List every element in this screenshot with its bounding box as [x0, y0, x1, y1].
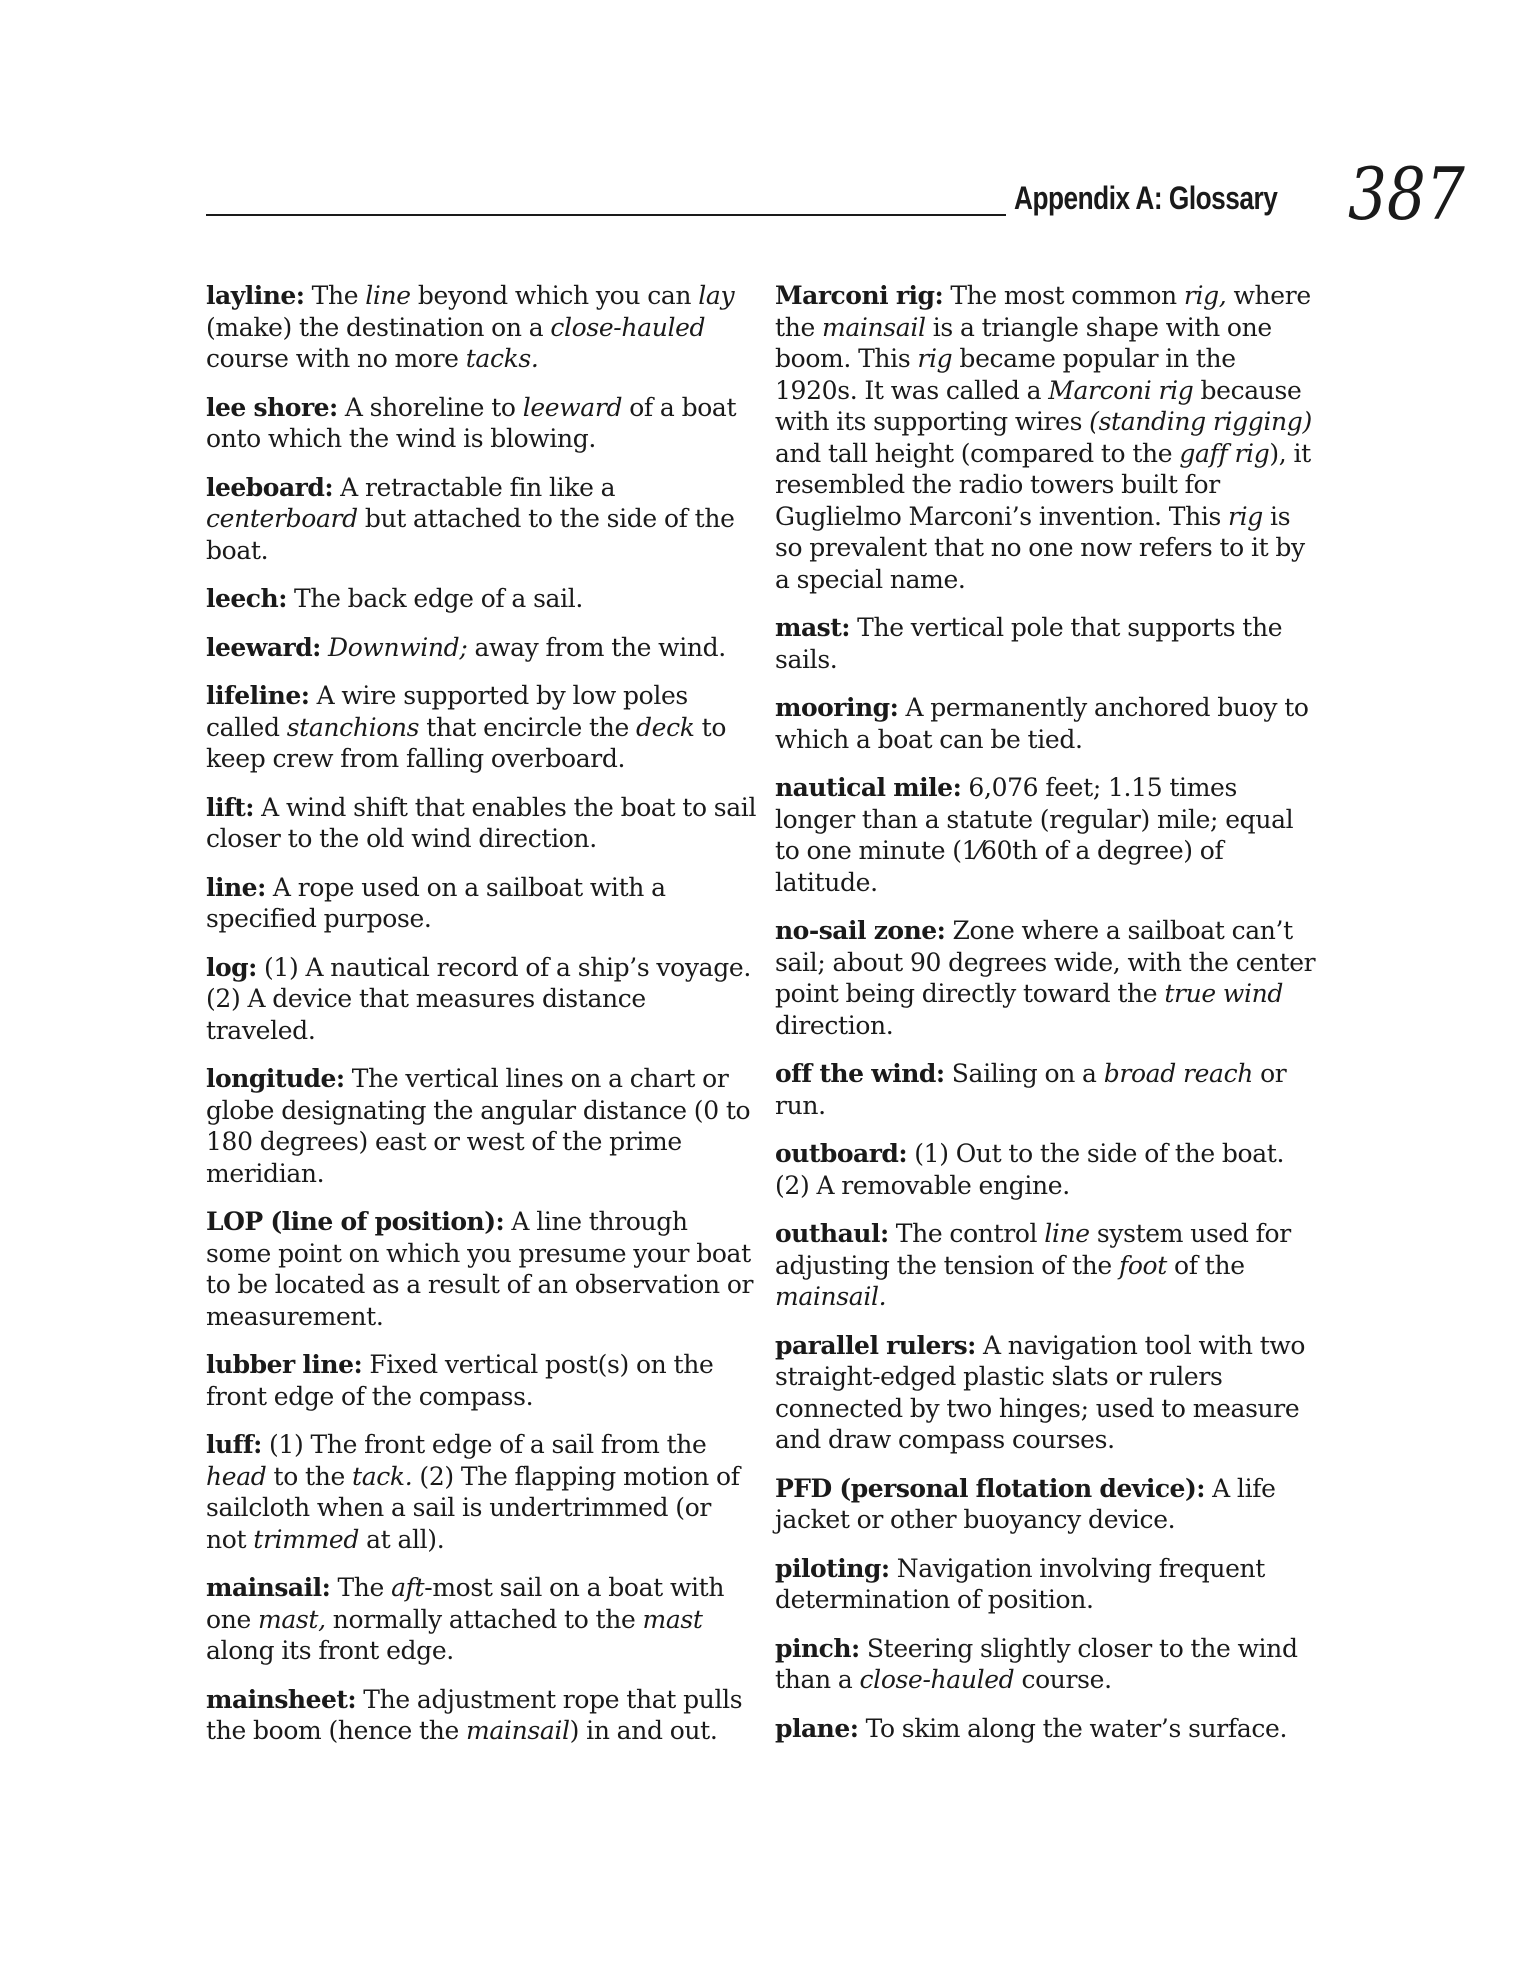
definition-text: (2) The flapping motion of sailcloth when a sail is undertrimmed (or not — [206, 1461, 740, 1554]
glossary-entry — [775, 612, 1320, 675]
definition-italic-text: line — [365, 281, 411, 310]
glossary-entry — [775, 1633, 1320, 1696]
running-header: Appendix A: Glossary — [1014, 180, 1278, 216]
definition-text: is a triangle shape with one boom. This — [775, 312, 1272, 373]
definition-text: to keep crew from falling overboard. — [206, 712, 727, 773]
definition-italic-text: tacks. — [465, 344, 539, 373]
definition-italic-text: centerboard — [206, 504, 358, 533]
definition-italic-text: gaff rig — [1179, 438, 1270, 468]
definition-text: (1) Out to the side of the boat. (2) A removable engine. — [775, 1139, 1285, 1200]
definition-text: (1) A nautical record of a ship’s voyage. (2) A device that measures distance traveled. — [206, 952, 751, 1045]
definition-text: became popular in the 1920s. It was called a — [775, 344, 1236, 405]
definition-text: at all). — [359, 1524, 445, 1554]
definition-italic-text: rig — [917, 344, 953, 373]
definition-text: A wind shift that enables the boat to sail closer to the old wind direction. — [206, 792, 757, 853]
definition-italic-text: true wind — [1164, 979, 1284, 1008]
glossary-term: plane: — [775, 1713, 859, 1743]
glossary-term: nautical mile: — [775, 773, 962, 802]
glossary-entry — [775, 1713, 1320, 1745]
glossary-entry — [775, 1058, 1320, 1121]
glossary-term: outboard: — [775, 1139, 908, 1168]
glossary-entry — [775, 1138, 1320, 1201]
glossary-term: lee shore: — [206, 392, 338, 422]
definition-text: -most sail on a boat with one — [206, 1573, 725, 1634]
definition-text: A rope used on a sailboat with a specified purpose. — [206, 872, 666, 933]
glossary-term: layline: — [206, 281, 305, 310]
glossary-term: mainsheet: — [206, 1684, 357, 1714]
glossary-term: Marconi rig: — [775, 281, 944, 310]
glossary-entry — [206, 472, 758, 567]
glossary-term: lubber line: — [206, 1350, 363, 1379]
definition-text: A retractable fin like a — [340, 472, 616, 502]
glossary-entry — [775, 915, 1320, 1041]
definition-italic-text: mast — [642, 1604, 703, 1634]
definition-text: is so prevalent that no one now refers to it by a special name. — [775, 501, 1305, 594]
definition-text: The vertical pole that supports the sails. — [775, 613, 1283, 674]
definition-text: A permanently anchored buoy to which a boat can be tied. — [775, 693, 1309, 754]
glossary-term: leech: — [206, 584, 287, 613]
glossary-term: line: — [206, 872, 266, 902]
definition-text: course. — [1014, 1665, 1112, 1694]
definition-text: along its front edge. — [206, 1636, 454, 1665]
definition-italic-text: leeward — [522, 392, 623, 422]
glossary-definition — [775, 281, 1312, 594]
glossary-entry — [775, 1330, 1320, 1456]
glossary-definition — [206, 873, 666, 934]
definition-text: To skim along the water’s surface. — [865, 1713, 1288, 1743]
definition-text: Navigation involving frequent determination of position. — [775, 1553, 1265, 1614]
definition-text: The most common — [950, 281, 1184, 310]
definition-italic-text: close-hauled — [859, 1665, 1015, 1694]
glossary-term: leeward: — [206, 632, 321, 662]
definition-text: of the — [1166, 1250, 1245, 1280]
glossary-entry — [775, 1553, 1320, 1616]
definition-text: ) in and out. — [569, 1716, 718, 1745]
definition-text: A wire supported by low poles called — [206, 681, 688, 742]
definition-text: Zone where a sailboat can’t sail; about 90 degrees wide, with the center point being directly toward the — [775, 916, 1316, 1008]
definition-text: A line through some point on which you presume your boat to be located as a result of an observation or measurement. — [206, 1207, 754, 1331]
definition-text: A shoreline to — [344, 392, 523, 422]
glossary-definition — [206, 793, 756, 854]
definition-italic-text: mainsail. — [775, 1282, 887, 1311]
definition-text: A life jacket or other buoyancy device. — [775, 1473, 1276, 1534]
glossary-definition — [328, 633, 726, 662]
glossary-term: mast: — [775, 613, 851, 642]
definition-italic-text: foot — [1118, 1250, 1167, 1280]
glossary-definition — [866, 1714, 1287, 1743]
glossary-entry — [206, 392, 758, 455]
definition-text: system used for adjusting the tension of the — [775, 1219, 1291, 1280]
definition-text: 6,076 feet; 1.15 times longer than a statute (regular) mile; equal to one minute (1⁄60th of a degree) of latitude. — [775, 773, 1294, 897]
definition-text: The — [337, 1573, 392, 1602]
glossary-entry — [206, 1349, 758, 1412]
definition-text: (1) The front edge of a sail from the — [269, 1430, 707, 1459]
glossary-entry — [206, 1429, 758, 1555]
glossary-term: mooring: — [775, 693, 899, 722]
definition-text: because with its supporting wires — [775, 375, 1302, 436]
glossary-entry — [206, 680, 758, 775]
glossary-entry — [775, 1218, 1320, 1313]
glossary-entry — [206, 583, 758, 615]
definition-italic-text: stanchions — [286, 712, 420, 742]
glossary-entry — [206, 1063, 758, 1189]
definition-italic-text: Downwind; — [328, 632, 468, 662]
glossary-term: parallel rulers: — [775, 1330, 976, 1360]
glossary-entry — [206, 792, 758, 855]
definition-italic-text: rig — [1228, 501, 1263, 531]
glossary-entry — [206, 1684, 758, 1747]
definition-text: The — [311, 281, 366, 310]
definition-text: Fixed vertical post(s) on the front edge of the compass. — [206, 1350, 714, 1411]
definition-text: away from the wind. — [467, 632, 726, 662]
definition-text: (make) the destination on a — [206, 312, 551, 342]
glossary-entry — [775, 772, 1320, 898]
definition-italic-text: trimmed — [253, 1524, 360, 1554]
glossary-entry — [775, 1473, 1320, 1536]
definition-italic-text: close-hauled — [550, 312, 706, 342]
definition-italic-text: deck — [636, 712, 695, 742]
definition-text: beyond which you can — [410, 281, 699, 310]
definition-italic-text: rig, — [1183, 281, 1227, 310]
definition-text: The vertical lines on a chart or globe designating the angular distance (0 to 180 degrees) east or west of the prime meridian. — [206, 1064, 751, 1188]
glossary-entry — [206, 952, 758, 1047]
glossary-column-right — [775, 280, 1320, 1761]
definition-text: Steering slightly closer to the wind than a — [775, 1633, 1298, 1694]
glossary-term: no-sail zone: — [775, 916, 946, 945]
definition-text: or run. — [775, 1059, 1287, 1120]
definition-italic-text: mast, — [258, 1604, 326, 1634]
definition-text: Sailing on a — [951, 1059, 1104, 1088]
definition-italic-text: broad reach — [1103, 1059, 1253, 1088]
glossary-entry — [206, 280, 758, 375]
definition-text: and tall height (compared to the — [775, 438, 1180, 468]
glossary-entry — [206, 1572, 758, 1667]
definition-text: The adjustment rope that pulls the boom (hence the — [206, 1684, 743, 1745]
definition-text: where the — [775, 281, 1311, 342]
definition-italic-text: line — [1044, 1219, 1090, 1248]
glossary-term: longitude: — [206, 1064, 345, 1093]
glossary-term: log: — [206, 952, 257, 982]
header-rule — [206, 214, 1006, 216]
glossary-term: mainsail: — [206, 1573, 331, 1602]
glossary-entry — [206, 1206, 758, 1332]
glossary-entry — [775, 280, 1320, 595]
definition-text: direction. — [775, 1010, 894, 1040]
glossary-column-left — [206, 280, 758, 1764]
definition-text: A navigation tool with two straight-edged plastic slats or rulers connected by two hinges; used to measure and draw compass courses. — [775, 1330, 1306, 1454]
definition-italic-text: (standing rigging) — [1089, 407, 1312, 436]
definition-text: to the — [266, 1461, 352, 1491]
definition-text: of a boat onto which the wind is blowing. — [206, 392, 737, 453]
definition-italic-text: mainsail — [822, 312, 926, 342]
definition-italic-text: Marconi rig — [1048, 375, 1194, 405]
glossary-entry — [206, 632, 758, 664]
glossary-definition — [294, 584, 583, 613]
definition-text: The back edge of a sail. — [294, 584, 583, 613]
glossary-term: PFD (personal flotation device): — [775, 1473, 1206, 1503]
glossary-entry — [206, 872, 758, 935]
definition-italic-text: tack. — [352, 1461, 413, 1491]
definition-italic-text: aft — [391, 1573, 425, 1602]
definition-text: that encircle the — [419, 712, 636, 742]
glossary-term: piloting: — [775, 1553, 890, 1583]
definition-text: but attached to the side of the boat. — [206, 504, 735, 565]
definition-text: course with no more — [206, 344, 466, 373]
glossary-term: lift: — [206, 792, 255, 822]
glossary-entry — [775, 692, 1320, 755]
page-number: 387 — [1348, 152, 1465, 236]
definition-italic-text: mainsail — [466, 1716, 570, 1745]
glossary-definition — [206, 1430, 740, 1554]
definition-italic-text: lay — [698, 281, 735, 310]
definition-text: ), it resembled the radio towers built for Guglielmo Marconi’s invention. This — [775, 438, 1311, 531]
glossary-term: lifeline: — [206, 681, 310, 710]
glossary-term: LOP (line of position): — [206, 1207, 505, 1236]
glossary-term: off the wind: — [775, 1059, 945, 1088]
definition-text: normally attached to the — [325, 1604, 643, 1634]
glossary-definition — [206, 953, 751, 1045]
definition-text: The control — [895, 1219, 1045, 1248]
glossary-term: leeboard: — [206, 472, 334, 502]
glossary-definition — [775, 613, 1282, 674]
definition-italic-text: head — [206, 1461, 267, 1491]
glossary-term: pinch: — [775, 1633, 860, 1663]
glossary-term: luff: — [206, 1430, 262, 1459]
glossary-term: outhaul: — [775, 1219, 889, 1248]
